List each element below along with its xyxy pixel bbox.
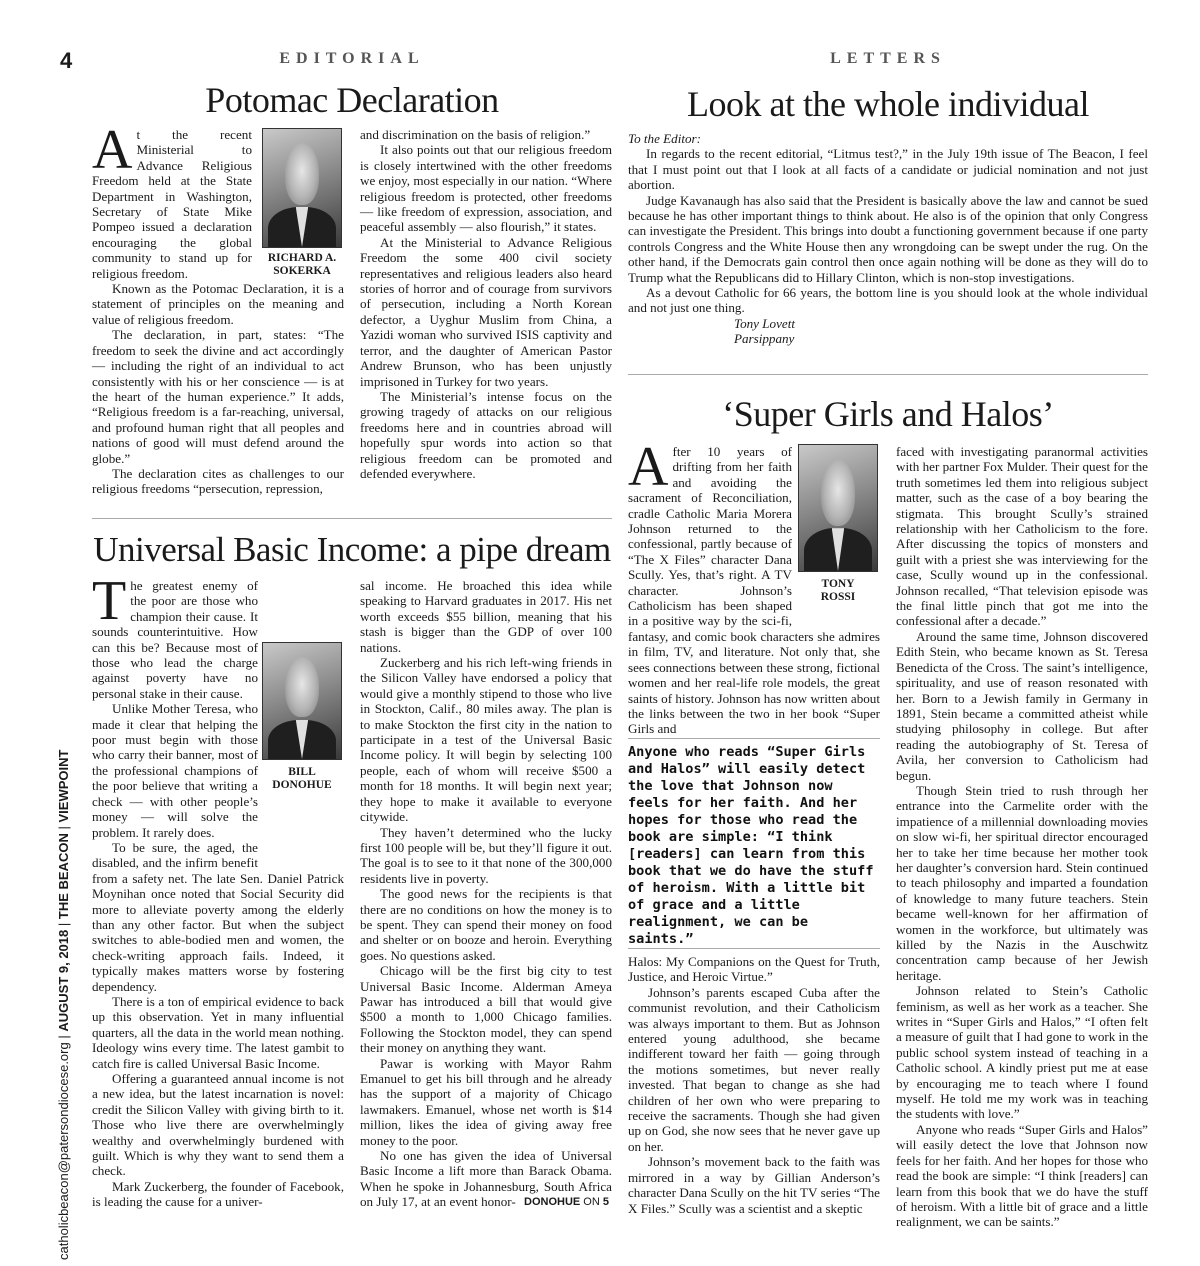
letter-p3: As a devout Catholic for 66 years, the bottom line is you should look at the whole individual and not just one thing. (628, 285, 1148, 316)
supergirls-c2-p2: Around the same time, Johnson discovered Edith Stein, who became known as St. Teresa Benedicta of the Cross. The saint’s intelligence, spirituality, and use of reason resonated with her. Born to a Jewish family in Germany in 1891, Stein became a committed atheist while studying philosophy in college. But after reading the autobiography of St. Teresa of Avila, her conversion to Catholicism had begun. (896, 628, 1148, 783)
ubi-c1-p1: he greatest enemy of the poor are those who champion their cause. It sounds counterintuitive. How can this be? Because most of those who lead the charge against poverty have no personal stake in their cause. (92, 578, 258, 701)
supergirls-headline: ‘Super Girls and Halos’ (722, 394, 1054, 434)
donohue-caption-line1: BILL (288, 766, 316, 778)
ubi-headline: Universal Basic Income: a pipe dream (93, 530, 611, 569)
supergirls-c2-p1: faced with investigating paranormal activities with her partner Fox Mulder. Their quest for the truth sometimes led them into religious subject matter, such as the case of a boy bearing the stigmata. This brought Scully’s strained relationship with her Catholicism to the fore. After discussing the topics of monsters and guilt with a priest she was interviewing for the case, Scully wound up in the confessional. Johnson recalled, “That television episode was the final little pinch that got me into the confessional after a decade.” (896, 444, 1148, 629)
spine-sep-2: | (56, 922, 71, 927)
sokerka-caption-line2: SOKERKA (273, 265, 331, 277)
editorial-c1-p4: The declaration cites as challenges to our religious freedoms “persecution, repression, (92, 465, 344, 497)
spine-running-head (56, 60, 76, 1260)
jump-page: 5 (602, 1196, 609, 1208)
spine-paper: THE BEACON (56, 833, 71, 920)
spine-sep-3: | (56, 826, 71, 830)
ubi-c2-p6: Pawar is working with Mayor Rahm Emanuel to get his bill through and he already has the support of a majority of Chicago lawmakers. Emanuel, whose net worth is $14 million, likes the idea of giving away free money to the poor. (360, 1055, 612, 1148)
supergirls-c2-p3: Though Stein tried to rush through her entrance into the Carmelite order with the impatience of a millennial downloading movies on slow wi-fi, her spiritual director encouraged her to take her time because her mother took her daughter’s conversion hard. Stein continued to teach philosophy and imparted a foundation of knowledge to many future teachers. Stein became well-known for her affirmation of women in the workforce, but ultimately was killed by the Nazis in the Auschwitz concentration camp because of her Jewish heritage. (896, 782, 1148, 983)
ubi-c1-p5: Offering a guaranteed annual income is not a new idea, but the latest incarnation is novel: credit the Silicon Valley with giving birth to it. Those who live there are overwhelmingly wealthy and overwhelmingly burdened with guilt. Which is why they want to send them a check. (92, 1071, 344, 1179)
sokerka-caption (258, 252, 346, 278)
ubi-c2-p7: No one has given the idea of Universal Basic Income a lift more than Barack Obama. When he spoke in Johannesburg, South Africa on July 17, at an event honor- (360, 1148, 612, 1210)
letters-label: LETTERS (830, 50, 946, 67)
supergirls-c2-p4: Johnson related to Stein’s Catholic feminism, as well as her work as a teacher. She writes in “Super Girls and Halos,” “I often felt a measure of guilt that I had gone to work in the public school system instead of teaching in a Catholic school. A kindly priest put me at ease by encouraging me to teach where I found myself. He told me my work was in teaching the students with love.” (896, 983, 1148, 1122)
editorial-drop-cap: A (92, 119, 133, 181)
ubi-c2-p5: Chicago will be the first big city to test Universal Basic Income. Alderman Ameya Pawar has introduced a bill that would give $500 a month to 1,000 Chicago families. Following the Stockton model, they can spend their money on anything they want. (360, 963, 612, 1056)
ubi-column-2 (360, 578, 612, 1210)
supergirls-drop-cap: A (628, 436, 669, 498)
spine-sep-1: | (56, 1035, 71, 1039)
pull-quote-rule-bottom (628, 948, 880, 949)
page-number: 4 (60, 48, 73, 73)
rossi-caption (794, 578, 882, 604)
sokerka-headshot (262, 128, 342, 248)
editorial-c2-p4: The Ministerial’s intense focus on the growing tragedy of attacks on our religious freedoms here and in countries abroad will hopefully spur words into action so that religious freedom can be promoted and defended everywhere. (360, 388, 612, 481)
rossi-caption-line1: TONY (821, 578, 855, 590)
letter-p1: In regards to the recent editorial, “Litmus test?,” in the July 19th issue of The Beacon, I feel that I must point out that I look at all facts of a candidate or judicial nomination and not just abortion. (628, 146, 1148, 193)
spine-section: VIEWPOINT (56, 749, 71, 823)
ubi-c1-p2: Unlike Mother Teresa, who made it clear that helping the poor must begin with those who carry their banner, most of the professional champions of the poor believe that writing a check — with other people’s money — will solve the problem. It rarely does. (92, 701, 258, 840)
supergirls-c1-p3: Johnson’s parents escaped Cuba after the communist revolution, and their Catholicism was always important to them. But as Johnson entered young adulthood, she became indifferent toward her faith — going through the motions sometimes, but never really invested. That began to change as she had children of her own who were preparing to receive the sacraments. Though she had given up on God, she now sees that he never gave up on her. (628, 984, 880, 1154)
editorial-headline: Potomac Declaration (205, 80, 499, 120)
ubi-c2-p4: The good news for the recipients is that there are no conditions on how the money is to be spent. They can spend their money on food and shelter or on booze and heroin. Everything goes. No questions asked. (360, 886, 612, 963)
pull-quote: Anyone who reads “Super Girls and Halos” will easily detect the love that Johnson now feels for her faith. And her hopes for those who read the book are simple: “I think [readers] can learn from this book that we do have the stuff of heroism. With a little bit of grace and a little realignment, we can be saints.” (628, 744, 874, 947)
spine-date: AUGUST 9, 2018 (56, 929, 71, 1032)
divider-editorial (92, 518, 612, 519)
editorial-label: EDITORIAL (279, 50, 425, 67)
letter-signature-name: Tony Lovett (734, 315, 795, 331)
jump-line (524, 1196, 609, 1208)
ubi-c2-p3: They haven’t determined who the lucky first 100 people will be, but they’ll figure it out. The goal is to see to it that none of the 300,000 residents live in poverty. (360, 824, 612, 886)
editorial-c2-p2: It also points out that our religious freedom is closely intertwined with the other freedoms we enjoy, most especially in our nation. “Where religious freedom is protected, other freedoms — like freedom of expression, association, and peaceful assembly — also flourish,” it states. (360, 142, 612, 235)
supergirls-column-2 (896, 444, 1148, 1230)
rossi-headshot (798, 444, 878, 572)
ubi-c2-p1: sal income. He broached this idea while speaking to Harvard graduates in 2017. His net worth exceeds $55 billion, meaning that his stash is bigger than the GDP of over 100 nations. (360, 578, 612, 655)
ubi-c1-p3: To be sure, the aged, the disabled, and the infirm benefit from a safety net. The late Sen. Daniel Patrick Moynihan once noted that Social Security did more to alleviate poverty among the elderly than any other factor. But when the subject switches to able-bodied men and women, the check-writing approach fails. Indeed, it typically makes matters worse by fostering dependency. (92, 839, 344, 994)
editorial-c1-p3: The declaration, in part, states: “The freedom to seek the divine and act accordingly — including the right of an individual to act consistently with his or her conscience — is at the heart of the human experience.” It adds, “Religious freedom is a far-reaching, universal, and profound human right that all peoples and nations of good will must defend around the globe.” (92, 327, 344, 466)
editorial-c1-p2: Known as the Potomac Declaration, it is a statement of principles on the meaning and value of religious freedom. (92, 281, 344, 327)
spine-site: catholicbeacon@patersondiocese.org (56, 1042, 71, 1260)
supergirls-c1-p2: Halos: My Companions on the Quest for Truth, Justice, and Heroic Virtue.” (628, 954, 880, 985)
donohue-caption (258, 766, 346, 792)
donohue-headshot (262, 642, 342, 760)
divider-letters (628, 374, 1148, 375)
letter-p2: Judge Kavanaugh has also said that the President is basically above the law and cannot be sued because he has other important things to think about. He also is of the opinion that only Congress can investigate the President. This brings into doubt a functioning government because if one party controls Congress and the White House then any wrongdoing can be swept under the rug. On the other hand, if the Democrats gain control then once again nothing will be done as they will do to Trump what the Republicans did to Hillary Clinton, which is non-stop investigations. (628, 192, 1148, 285)
jump-name: DONOHUE (524, 1196, 581, 1208)
pull-quote-rule-top (628, 738, 880, 739)
editorial-c2-p3: At the Ministerial to Advance Religious Freedom the some 400 civil society representatives and religious leaders also heard stories of horror and of courage from survivors of persecution, including a North Korean defector, a Uyghur Muslim from China, a Yazidi woman who survived ISIS captivity and terror, and the daughter of American Pastor Andrew Brunson, who has been unjustly imprisoned in Turkey for two years. (360, 234, 612, 389)
letter-salutation: To the Editor: (628, 131, 701, 146)
supergirls-c2-p5: Anyone who reads “Super Girls and Halos” will easily detect the love that Johnson now feels for her faith. And her hopes for those who read the book are simple: “I think [readers] can learn from this book that we do have the stuff of heroism. With a little bit of grace and a little realignment, we can be saints.” (896, 1121, 1148, 1230)
supergirls-c1-p4: Johnson’s movement back to the faith was mirrored in a way by Gillian Anderson’s character Dana Scully on the hit TV series “The X Files.” Scully was a scientist and a skeptic (628, 1154, 880, 1216)
ubi-c1-p4: There is a ton of empirical evidence to back up this observation. Yet in many influential quarters, all the data in the world mean nothing. Ideology wins every time. The latest gambit to catch fire is called Universal Basic Income. (92, 993, 344, 1071)
ubi-c1-p6: Mark Zuckerberg, the founder of Facebook, is leading the cause for a univer- (92, 1178, 344, 1210)
sokerka-caption-line1: RICHARD A. (267, 252, 337, 264)
ubi-c2-p2: Zuckerberg and his rich left-wing friends in the Silicon Valley have endorsed a policy that would give a monthly stipend to those who live in Stockton, Calif., 80 miles away. The plan is to make Stockton the first city in the nation to participate in a test of the Universal Basic Income policy. It will begin by selecting 100 people, each of whom will receive $500 a month for 18 months. It will begin next year; they hope to make it available to everyone citywide. (360, 655, 612, 825)
rossi-caption-line2: ROSSI (820, 591, 856, 603)
letter-signature-town: Parsippany (734, 331, 795, 347)
letter-body (628, 131, 1148, 347)
letters-headline: Look at the whole individual (687, 84, 1089, 124)
supergirls-c1-p1: fter 10 years of drifting from her faith and avoiding the sacrament of Reconciliation, cradle Catholic Maria Morera Johnson returned to the confessional, partly because of “The X Files” character Dana Scully. Yes, that’s right. A TV character. Johnson’s Catholicism has been shaped in a positive way by the sci-fi, fantasy, and comic book characters she admires in film, TV, and literature. Not only that, she sees connections between these strong, fictional women and her real-life role models, the great saints of history. Johnson has now written about the links between the two in her book “Super Girls and (628, 444, 880, 737)
editorial-column-2 (360, 127, 612, 481)
editorial-c1-p1: t the recent Ministerial to Advance Religious Freedom held at the State Department in Washington, Secretary of State Mike Pompeo issued a declaration encouraging the global community to stand up for religious freedom. (92, 127, 252, 281)
editorial-c2-p1: and discrimination on the basis of religion.” (360, 127, 591, 142)
donohue-caption-line2: DONOHUE (272, 779, 332, 791)
ubi-drop-cap: T (92, 570, 127, 632)
supergirls-column-1-bottom (628, 954, 880, 1216)
jump-on: ON (583, 1196, 600, 1208)
